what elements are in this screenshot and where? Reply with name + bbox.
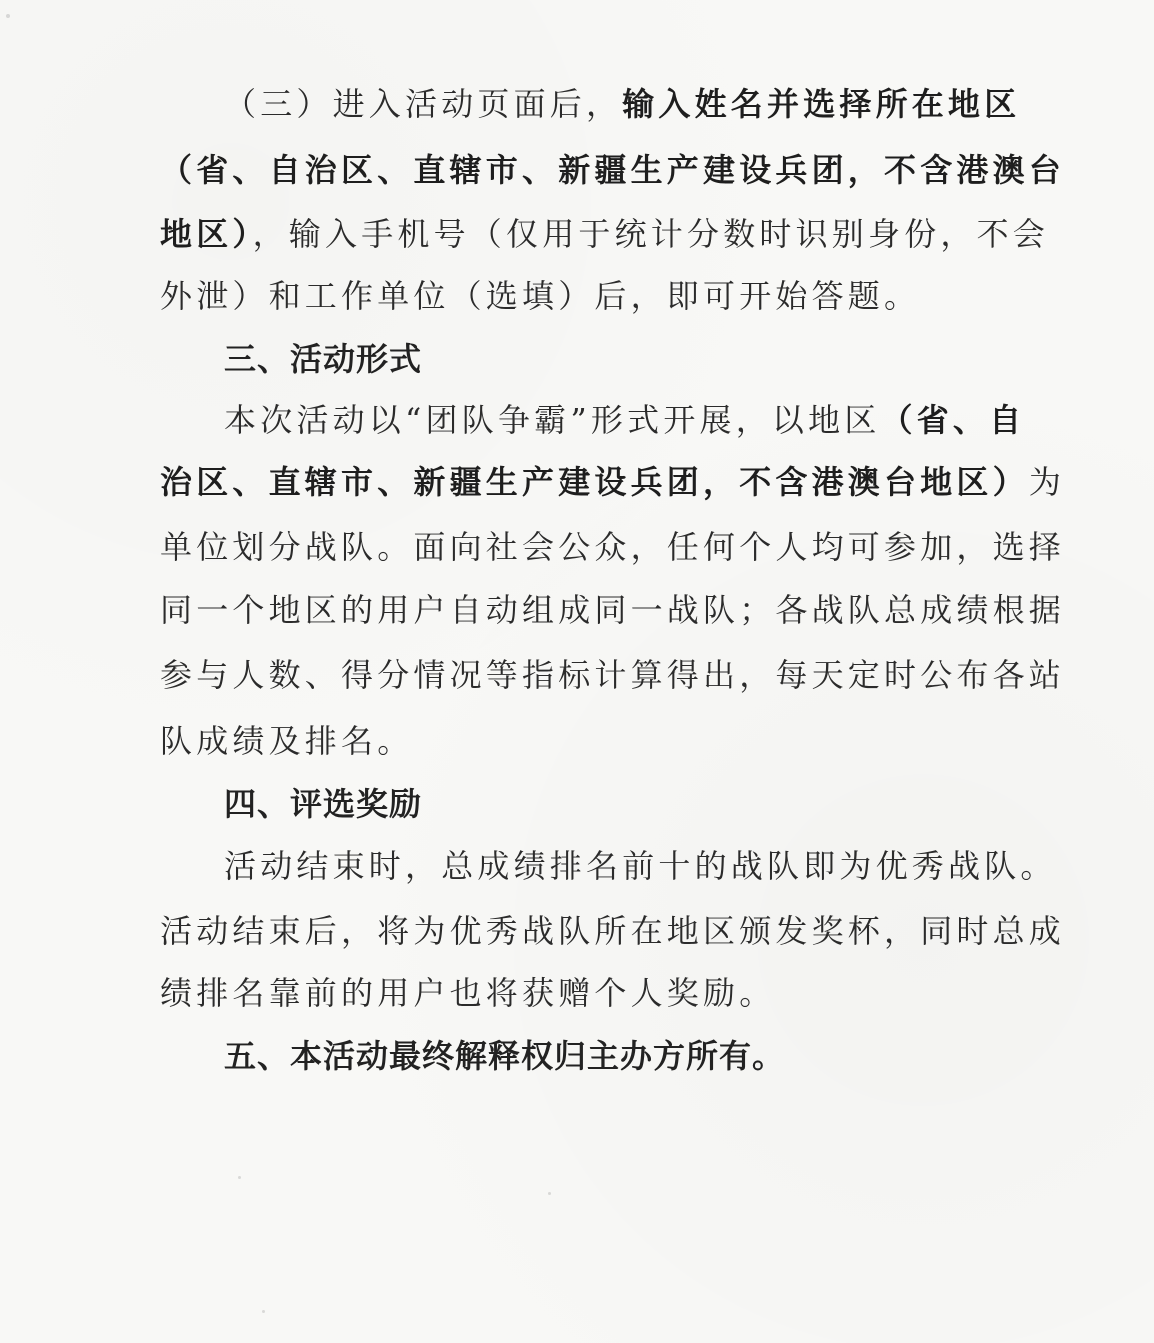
paragraph-line: 单位划分战队。面向社会公众，任何个人均可参加，选择 bbox=[160, 528, 1066, 566]
paragraph-line: 活动结束后，将为优秀战队所在地区颁发奖杯，同时总成 bbox=[160, 912, 1066, 950]
paragraph-line bbox=[224, 84, 1021, 124]
text-run: ，输入手机号（仅用于统计分数时识别身份，不会 bbox=[252, 215, 1050, 253]
paragraph-line: 外泄）和工作单位（选填）后，即可开始答题。 bbox=[160, 277, 921, 315]
paragraph-line: 绩排名靠前的用户也将获赠个人奖励。 bbox=[160, 974, 776, 1012]
text-run: 为 bbox=[1028, 463, 1066, 501]
paragraph-line bbox=[160, 214, 1050, 254]
section-heading-awards: 四、评选奖励 bbox=[224, 785, 423, 823]
text-run: （三）进入活动页面后， bbox=[224, 85, 623, 123]
paragraph-line bbox=[224, 400, 1026, 440]
paragraph-line: 同一个地区的用户自动组成同一战队；各战队总成绩根据 bbox=[160, 591, 1066, 629]
bold-text-run: （省、自 bbox=[880, 401, 1026, 439]
paragraph-line bbox=[160, 462, 1066, 502]
bold-text-run: 地区） bbox=[160, 215, 253, 253]
bold-text-run: 输入姓名并选择所在地区 bbox=[622, 85, 1021, 123]
scan-speck bbox=[548, 1192, 551, 1195]
paragraph-line: 参与人数、得分情况等指标计算得出，每天定时公布各站 bbox=[160, 656, 1066, 694]
scan-speck bbox=[6, 14, 10, 18]
text-run: 本次活动以“团队争霸”形式开展，以地区 bbox=[224, 401, 881, 439]
scan-speck bbox=[238, 1176, 241, 1179]
paragraph-line: （省、自治区、直辖市、新疆生产建设兵团，不含港澳台 bbox=[160, 151, 1066, 189]
scan-speck bbox=[262, 1310, 265, 1313]
paragraph-line: 活动结束时，总成绩排名前十的战队即为优秀战队。 bbox=[224, 847, 1057, 885]
bold-text-run: 治区、直辖市、新疆生产建设兵团，不含港澳台地区） bbox=[160, 463, 1029, 501]
section-heading-final-interpretation: 五、本活动最终解释权归主办方所有。 bbox=[224, 1037, 786, 1075]
section-heading-activity-format: 三、活动形式 bbox=[224, 340, 423, 378]
paragraph-line: 队成绩及排名。 bbox=[160, 722, 414, 760]
